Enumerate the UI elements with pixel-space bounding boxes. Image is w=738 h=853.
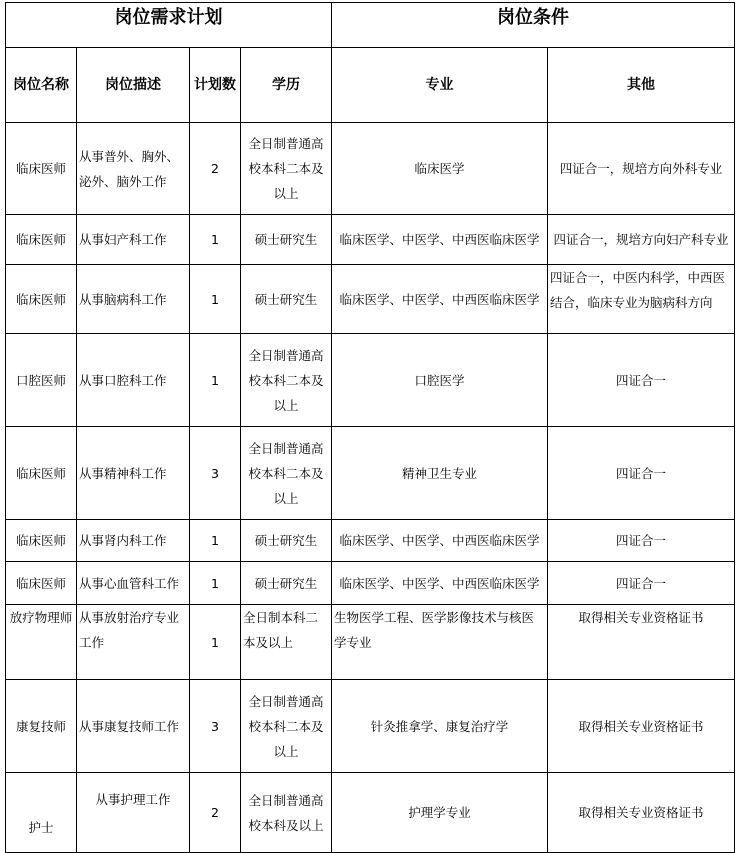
table-row xyxy=(6,123,735,215)
cell-count: 1 xyxy=(190,520,241,562)
cell-position: 临床医师 xyxy=(6,123,77,215)
cell-major: 护理学专业 xyxy=(332,773,548,853)
cell-other: 取得相关专业资格证书 xyxy=(548,680,735,773)
cell-education: 全日制普通高校本科二本及以上 xyxy=(241,680,332,773)
cell-count: 1 xyxy=(190,605,241,680)
table-row xyxy=(6,215,735,265)
cell-major: 临床医学、中医学、中西医临床医学 xyxy=(332,215,548,265)
cell-position: 临床医师 xyxy=(6,520,77,562)
cell-education: 全日制本科二本及以上 xyxy=(241,605,332,680)
cell-major: 生物医学工程、医学影像技术与核医学专业 xyxy=(332,605,548,680)
cell-other: 取得相关专业资格证书 xyxy=(548,773,735,853)
cell-position: 临床医师 xyxy=(6,265,77,334)
cell-position: 口腔医师 xyxy=(6,334,77,427)
cell-description: 从事妇产科工作 xyxy=(77,215,190,265)
cell-position: 放疗物理师 xyxy=(6,605,77,680)
cell-other: 四证合一，规培方向妇产科专业 xyxy=(548,215,735,265)
column-header-row xyxy=(6,48,735,123)
cell-education: 全日制普通高校本科二本及以上 xyxy=(241,427,332,520)
col-plan-count: 计划数 xyxy=(190,48,241,123)
cell-other: 四证合一，中医内科学，中西医结合，临床专业为脑病科方向 xyxy=(548,265,735,334)
table-row xyxy=(6,334,735,427)
cell-position: 临床医师 xyxy=(6,427,77,520)
table-row xyxy=(6,773,735,853)
cell-description: 从事康复技师工作 xyxy=(77,680,190,773)
cell-count: 1 xyxy=(190,215,241,265)
cell-other: 四证合一 xyxy=(548,334,735,427)
cell-education: 全日制普通高校本科及以上 xyxy=(241,773,332,853)
cell-major: 临床医学 xyxy=(332,123,548,215)
cell-education: 硕士研究生 xyxy=(241,520,332,562)
cell-description: 从事护理工作 xyxy=(77,773,190,853)
cell-count: 2 xyxy=(190,773,241,853)
cell-description: 从事心血管科工作 xyxy=(77,562,190,605)
table-row xyxy=(6,680,735,773)
cell-education: 硕士研究生 xyxy=(241,562,332,605)
cell-count: 1 xyxy=(190,265,241,334)
cell-description: 从事放射治疗专业工作 xyxy=(77,605,190,680)
table-row xyxy=(6,427,735,520)
cell-count: 3 xyxy=(190,680,241,773)
cell-description: 从事肾内科工作 xyxy=(77,520,190,562)
cell-position: 临床医师 xyxy=(6,562,77,605)
cell-other: 四证合一 xyxy=(548,562,735,605)
cell-position: 护士 xyxy=(6,773,77,853)
table-row xyxy=(6,562,735,605)
col-education: 学历 xyxy=(241,48,332,123)
cell-count: 1 xyxy=(190,562,241,605)
cell-other: 四证合一 xyxy=(548,427,735,520)
col-description: 岗位描述 xyxy=(77,48,190,123)
cell-major: 临床医学、中医学、中西医临床医学 xyxy=(332,520,548,562)
cell-other: 四证合一，规培方向外科专业 xyxy=(548,123,735,215)
col-major: 专业 xyxy=(332,48,548,123)
cell-other: 取得相关专业资格证书 xyxy=(548,605,735,680)
cell-description: 从事普外、胸外、泌外、脑外工作 xyxy=(77,123,190,215)
cell-other: 四证合一 xyxy=(548,520,735,562)
cell-description: 从事精神科工作 xyxy=(77,427,190,520)
table-row xyxy=(6,605,735,680)
cell-description: 从事脑病科工作 xyxy=(77,265,190,334)
group-header-row xyxy=(6,3,735,48)
cell-education: 硕士研究生 xyxy=(241,215,332,265)
col-position-name: 岗位名称 xyxy=(6,48,77,123)
cell-education: 硕士研究生 xyxy=(241,265,332,334)
cell-position: 临床医师 xyxy=(6,215,77,265)
conditions-header: 岗位条件 xyxy=(332,3,735,48)
cell-count: 3 xyxy=(190,427,241,520)
cell-count: 1 xyxy=(190,334,241,427)
cell-major: 针灸推拿学、康复治疗学 xyxy=(332,680,548,773)
cell-education: 全日制普通高校本科二本及以上 xyxy=(241,334,332,427)
cell-position: 康复技师 xyxy=(6,680,77,773)
col-other: 其他 xyxy=(548,48,735,123)
cell-description: 从事口腔科工作 xyxy=(77,334,190,427)
cell-major: 临床医学、中医学、中西医临床医学 xyxy=(332,562,548,605)
recruitment-table xyxy=(5,2,735,853)
cell-count: 2 xyxy=(190,123,241,215)
cell-major: 精神卫生专业 xyxy=(332,427,548,520)
table-row xyxy=(6,265,735,334)
cell-major: 临床医学、中医学、中西医临床医学 xyxy=(332,265,548,334)
demand-plan-header: 岗位需求计划 xyxy=(6,3,332,48)
cell-major: 口腔医学 xyxy=(332,334,548,427)
table-row xyxy=(6,520,735,562)
cell-education: 全日制普通高校本科二本及以上 xyxy=(241,123,332,215)
